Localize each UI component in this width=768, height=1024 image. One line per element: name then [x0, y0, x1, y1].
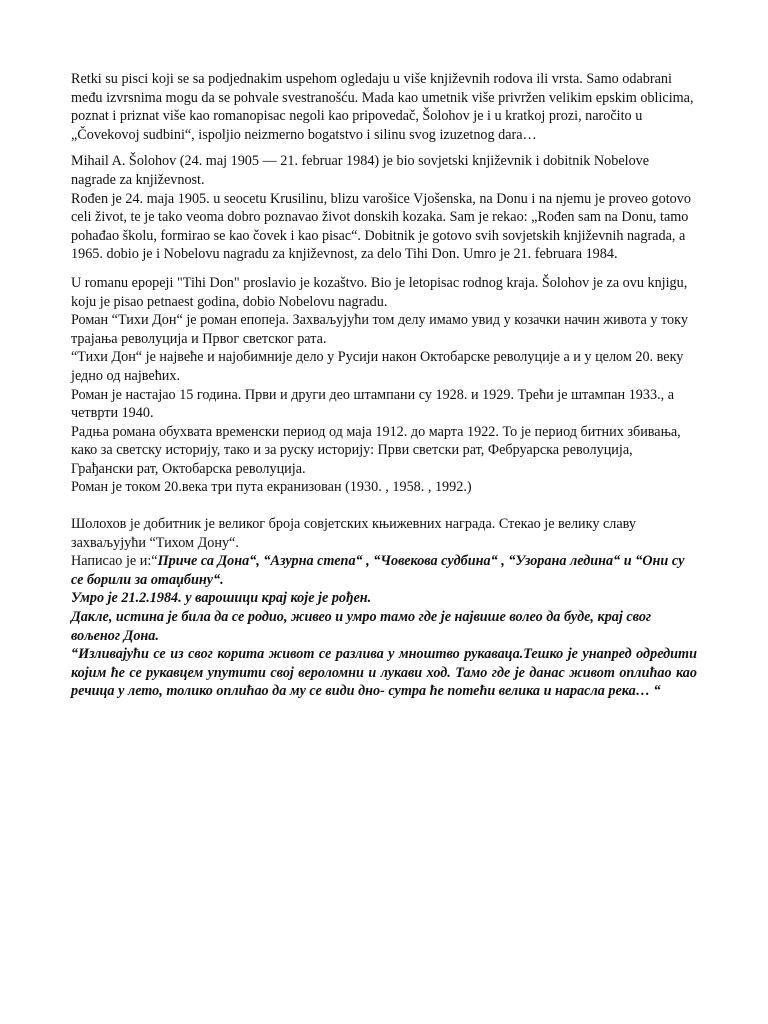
plot-period-paragraph: Радња романа обухвата временски период од маја 1912. до марта 1922. То је период битних збивања, како за светску историју, тако и за руску историју: Први светски рат, Фебруарска револуција, Грађански рат, Октобарска револуција.	[71, 423, 681, 477]
works-titles: Приче са Дона“, “Азурна степа“ , “Човекова судбина“ , “Узорана ледина“ и “Они су се борили за отаџбину“.	[71, 553, 685, 588]
death-paragraph: Умро je 21.2.1984. у варошици крај које је рођен.	[71, 590, 372, 607]
awards-paragraph: Шолохов је добитник је великог броја совјетских књижевних награда. Стекао је велику славу захваљујући “Тихом Дону“.	[71, 516, 636, 551]
document-body	[71, 70, 697, 701]
intro-paragraph: Retki su pisci koji se sa podjednakim uspehom ogledaju u više književnih rodova ili vrsta. Samo odabrani među izvrsnima mogu da se pohvale svestranošću. Mada kao umetnik više privržen velikim epskim oblicima, poznat i priznat više kao romanopisac negoli kao pripovedač, Šolohov je i u kratkoj prozi, naročito u „Čovekovoj sudbini“, ispoljio neizmerno bogatstvo i silinu svog izuzetnog dara…	[71, 71, 694, 143]
birth-paragraph: Rođen je 24. maja 1905. u seocetu Krusilinu, blizu varošice Vjošenska, na Donu i na njemu je proveo gotovo celi život, te je tako veoma dobro poznavao život donskih kozaka. Sam je rekao: „Rođen sam na Donu, tamo pohađao školu, formirao se kao čovek i kao pisac“. Dobitnik je gotovo svih sovjetskih književnih nagrada, a 1965. dobio je i Nobelovu nagradu za književnost, za delo Tihi Don. Umro je 21. februara 1984.	[71, 190, 691, 263]
conclusion-paragraph: Дакле, истина је била да се родио, живео и умро тамо где је највише волео да буде, крај свог вољеног Дона.	[71, 609, 652, 644]
works-prefix: Написао је и:“	[71, 553, 158, 570]
quote-paragraph: “Изливајући се из свог корита живот се разлива у мноштво рукаваца.Тешко је унапред одредити којим ће се рукавцем упутити свој вероломни и лукави ход. Тамо где је данас живот оплићао као речица у лето, толико оплићао да му се види дно- сутра ће потећи велика и нарасла река… “	[71, 646, 697, 700]
bio-paragraph: Mihail A. Šolohov (24. maj 1905 — 21. februar 1984) je bio sovjetski književnik i dobitnik Nobelove nagrade za književnost.	[71, 153, 650, 188]
novel-paragraph: Роман “Тихи Дон“ је роман епопеја. Захваљујући том делу имамо увид у козачки начин живота у току трајања револуција и Првог светског рата.	[71, 312, 688, 347]
biggest-work-paragraph: “Тихи Дон“ је највеће и најобимније дело у Русији након Октобарске револуције а и у целом 20. веку једно од највећих.	[71, 349, 684, 384]
works-paragraph	[71, 552, 697, 589]
writing-period-paragraph: Роман је настајао 15 година. Први и други део штампани су 1928. и 1929. Трећи је штампан 1933., а четврти 1940.	[71, 386, 675, 422]
film-adaptations-paragraph: Роман је током 20.века три пута екранизован (1930. , 1958. , 1992.)	[71, 479, 472, 496]
epic-paragraph: U romanu epopeji "Tihi Don" proslavio je kozaštvo. Bio je letopisac rodnog kraja. Šolohov je za ovu knjigu, koju je pisao petnaest godina, dobio Nobelovu nagradu.	[71, 274, 688, 310]
